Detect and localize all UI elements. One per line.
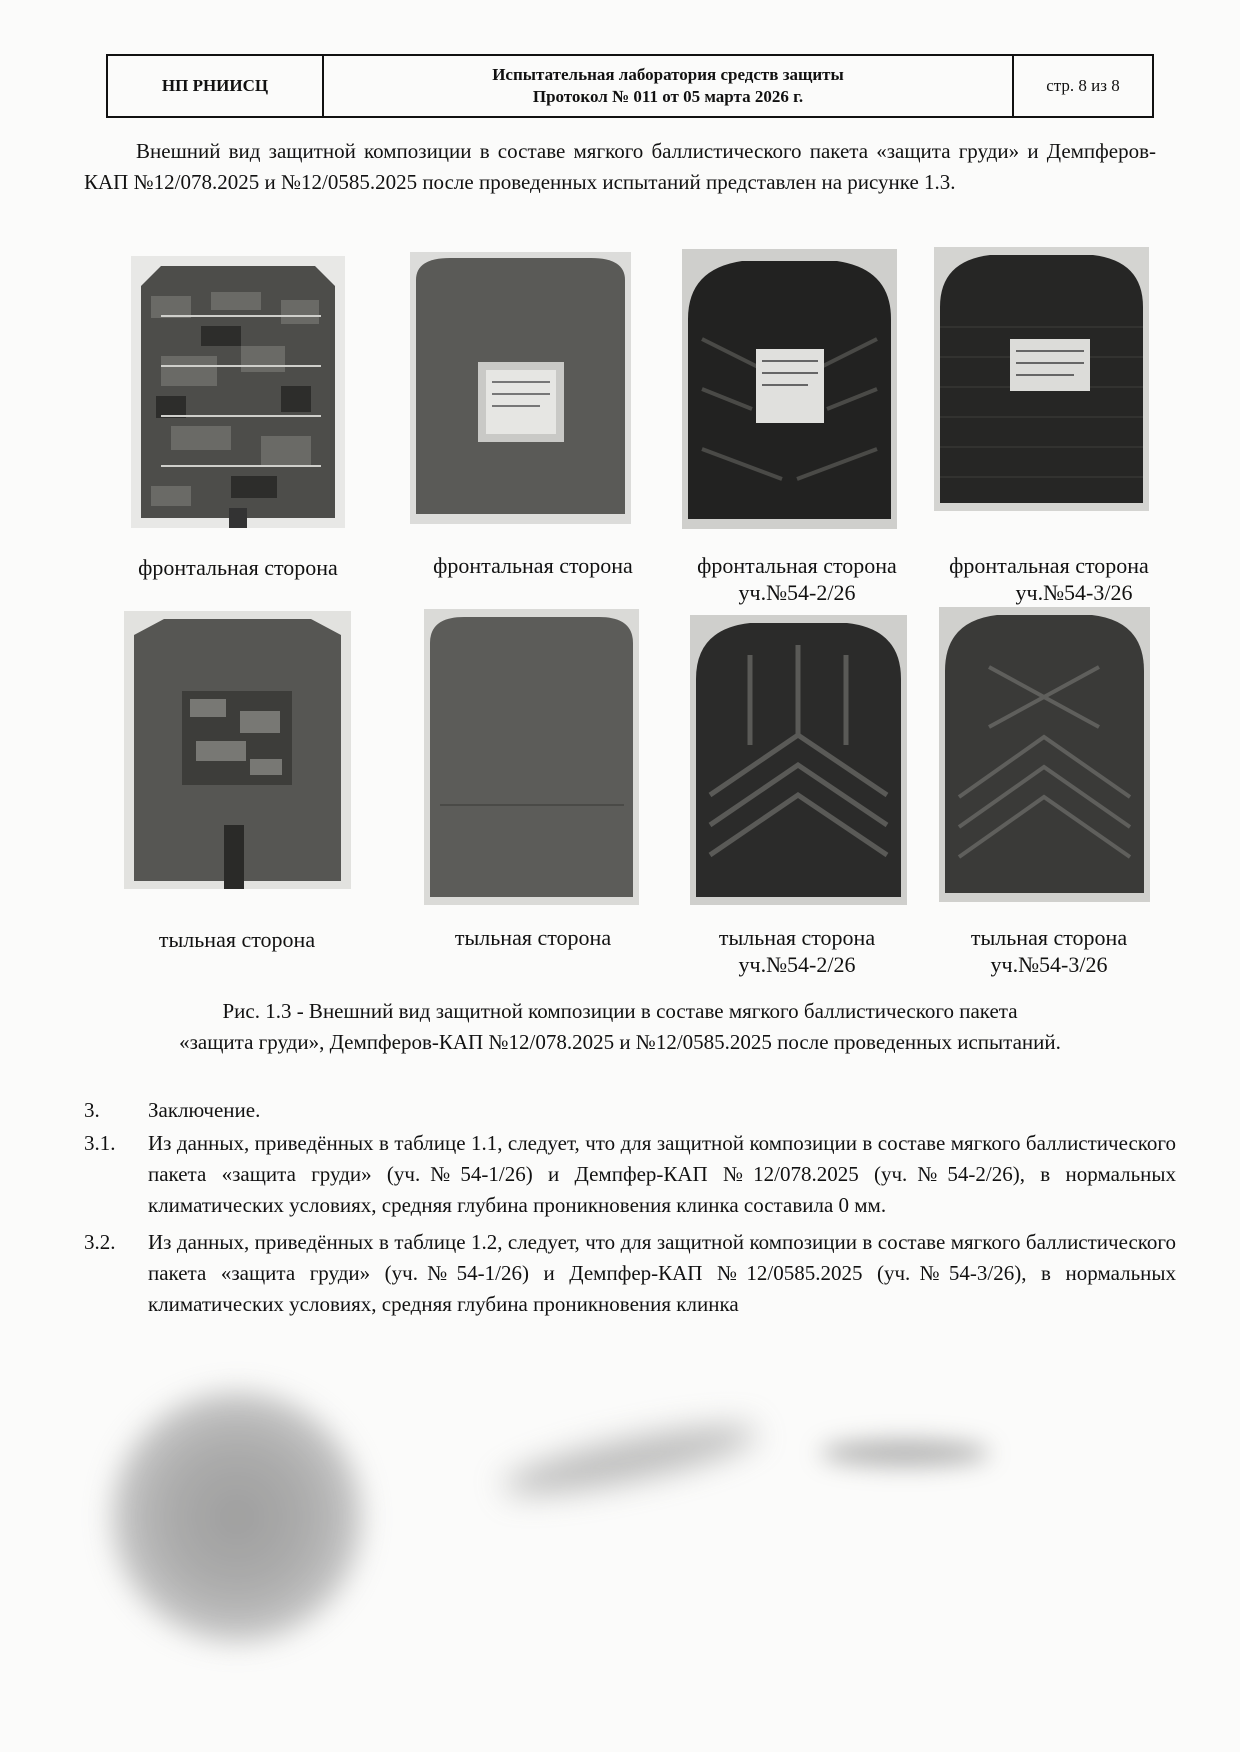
caption-row2-col1 [112, 926, 362, 953]
package-back-image [424, 609, 639, 905]
caption-text: тыльная сторона [718, 925, 876, 950]
blurred-signature-name [820, 1440, 990, 1466]
caption-row1-col1 [108, 554, 368, 581]
caption-text: тыльная сторона [158, 927, 316, 952]
carrier-back-image [124, 611, 351, 889]
intro-text: Внешний вид защитной композиции в составе мягкого баллистического пакета «защита груди» и Демпферов-КАП №12/078.2025 и №12/0585.2025 после проведенных испытаний представлен на рисунке 1.3. [84, 139, 1156, 194]
caption-sub: уч.№54-2/26 [738, 580, 856, 605]
caption-text: фронтальная сторона [433, 553, 633, 578]
caption-text: фронтальная сторона [949, 553, 1149, 578]
conclusion-section [84, 1095, 1176, 1320]
caption-row1-col3 [672, 552, 922, 606]
photo-damper2-back [939, 607, 1150, 902]
header-title-cell [324, 56, 1014, 116]
photo-package-back [424, 609, 639, 905]
caption-text: фронтальная сторона [697, 553, 897, 578]
blurred-stamp [112, 1392, 362, 1642]
caption-row1-col2 [408, 552, 658, 579]
caption-sub: уч.№54-2/26 [738, 952, 856, 977]
caption-row2-col4 [924, 924, 1174, 978]
list-item-text: Из данных, приведённых в таблице 1.1, следует, что для защитной композиции в составе мягкого баллистического пакета «защита груди» (уч.№54-1/26) и Демпфер-КАП №12/078.2025 (уч.№54-2/26), в нормальных климатических условиях, средняя глубина проникновения клинка составила 0 мм. [148, 1131, 1176, 1217]
list-item [84, 1128, 1176, 1221]
caption-text: тыльная сторона [970, 925, 1128, 950]
figure-caption-line2: «защита груди», Демпферов-КАП №12/078.2025 и №12/0585.2025 после проведенных испытаний. [179, 1030, 1061, 1054]
caption-row2-col2 [408, 924, 658, 951]
intro-paragraph [84, 136, 1156, 198]
header-protocol: Протокол № 011 от 05 марта 2026 г. [532, 87, 804, 106]
photo-carrier-front [131, 256, 345, 528]
figure-caption [84, 996, 1156, 1058]
damper2-front-image [934, 247, 1149, 511]
package-front-image [410, 252, 631, 524]
photo-damper1-back [690, 615, 907, 905]
damper1-back-image [690, 615, 907, 905]
photo-damper2-front [934, 247, 1149, 511]
conclusion-heading [84, 1095, 1176, 1126]
list-number: 3.2. [84, 1230, 116, 1254]
list-number: 3. [84, 1098, 100, 1122]
caption-row1-col4 [924, 552, 1174, 606]
header-org: НП РНИИСЦ [108, 56, 324, 116]
caption-text: фронтальная сторона [138, 555, 338, 580]
damper2-back-image [939, 607, 1150, 902]
photo-carrier-back [124, 611, 351, 889]
list-item [84, 1227, 1176, 1320]
header-lab-title: Испытательная лаборатория средств защиты [492, 65, 844, 84]
conclusion-heading-text: Заключение. [148, 1098, 261, 1122]
list-number: 3.1. [84, 1131, 116, 1155]
list-item-text: Из данных, приведённых в таблице 1.2, следует, что для защитной композиции в составе мягкого баллистического пакета «защита груди» (уч.№54-1/26) и Демпфер-КАП №12/0585.2025 (уч.№54-3/26), в нормальных климатических условиях, средняя глубина проникновения клинка [148, 1230, 1176, 1316]
blurred-signature [499, 1413, 762, 1506]
header-table [106, 54, 1154, 118]
caption-sub: уч.№54-3/26 [990, 952, 1108, 977]
carrier-front-image [131, 256, 345, 528]
caption-sub: уч.№54-3/26 [1015, 580, 1133, 605]
photo-damper1-front [682, 249, 897, 529]
header-page-number: стр. 8 из 8 [1046, 76, 1120, 95]
caption-text: тыльная сторона [454, 925, 612, 950]
figure-caption-line1: Рис. 1.3 - Внешний вид защитной композиции в составе мягкого баллистического пакета [222, 999, 1018, 1023]
caption-row2-col3 [672, 924, 922, 978]
damper1-front-image [682, 249, 897, 529]
photo-package-front [410, 252, 631, 524]
